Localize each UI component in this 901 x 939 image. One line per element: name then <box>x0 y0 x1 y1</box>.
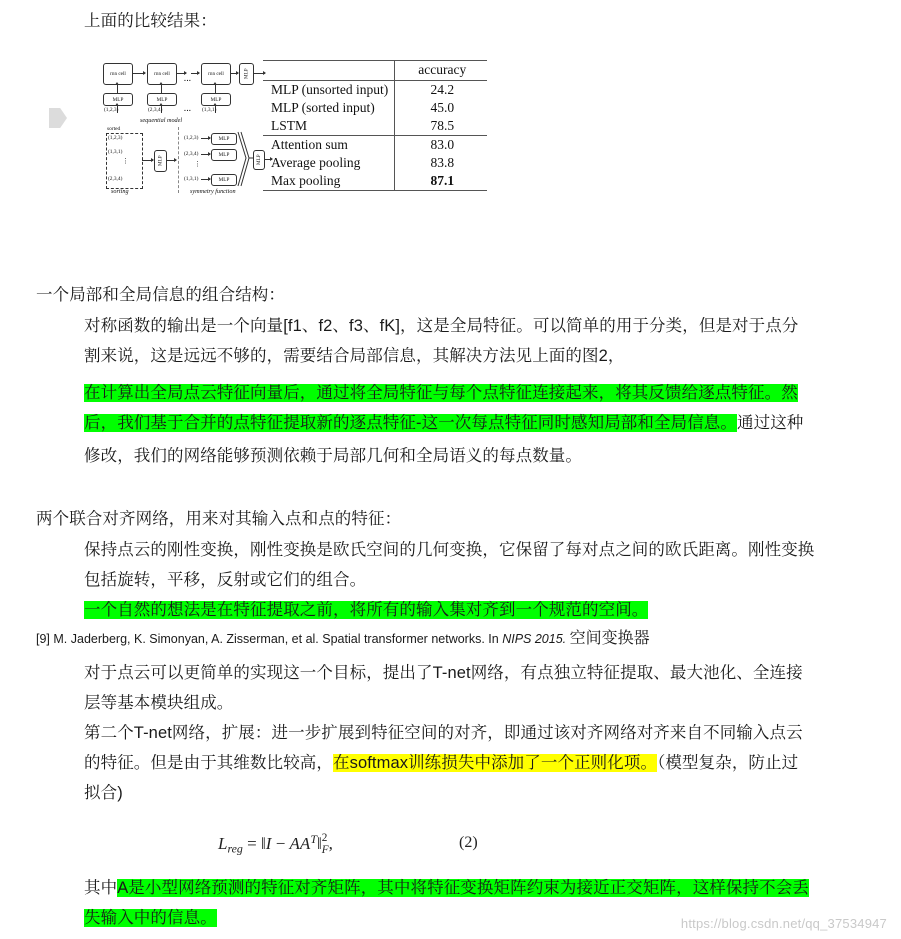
section2-line1: 保持点云的刚性变换，刚性变换是欧氏空间的几何变换，它保留了每对点之间的欧氏距离。刚性变换 <box>84 541 815 559</box>
equation-transpose: T <box>310 832 317 846</box>
section1-line1: 对称函数的输出是一个向量[f1、f2、f3、fK]，这是全局特征。可以简单的用于分类，但是对于点分 <box>84 317 799 335</box>
section3-line2-highlight: 失输入中的信息。 <box>84 909 217 927</box>
cell-accuracy: 83.0 <box>395 136 488 155</box>
table-row <box>263 136 487 155</box>
cell-accuracy: 45.0 <box>395 99 488 117</box>
sym-tuple-2: (2,3,4) <box>184 151 199 157</box>
section1-line3-wrap <box>84 383 798 404</box>
section3-line1-wrap <box>84 878 809 899</box>
section3-pre: 其中 <box>84 879 118 897</box>
section1-line4-wrap <box>84 413 803 434</box>
reference-citation <box>36 631 650 647</box>
cell-method: MLP (sorted input) <box>271 100 375 115</box>
cell-method: LSTM <box>271 118 308 133</box>
panel-divider <box>178 127 179 193</box>
mlp-block-2: MLP <box>147 93 177 106</box>
table-header-row <box>263 61 487 81</box>
arrow-icon <box>142 160 153 161</box>
mlp-block-sym-3: MLP <box>211 174 237 186</box>
arrow-icon <box>201 179 210 180</box>
section1-line3-highlight: 在计算出全局点云特征向量后，通过将全局特征与每个点特征连接起来，将其反馈给逐点特征。然 <box>84 384 798 402</box>
reference-authors: M. Jaderberg, K. Simonyan, A. Zisserman, et al. Spatial transformer networks. In <box>53 632 499 646</box>
section1-line4-rest: 通过这种 <box>737 414 804 432</box>
equation-minus: − <box>275 833 286 853</box>
section2-line7-highlight: 在softmax训练损失中添加了一个正则化项。 <box>333 754 658 772</box>
mlp-block-sorting: MLP <box>154 150 167 172</box>
label-sorted: sorted <box>107 126 121 132</box>
cell-method: Average pooling <box>271 155 361 170</box>
equation-comma: , <box>328 833 333 853</box>
equation-lhs-sub: reg <box>227 841 243 856</box>
cell-method: MLP (unsorted input) <box>263 81 395 100</box>
section2-line3-wrap <box>84 600 648 621</box>
section1-title: 一个局部和全局信息的组合结构： <box>36 286 285 304</box>
caption-sequential-model: sequential model <box>140 117 183 124</box>
reference-venue: NIPS 2015. <box>502 632 567 646</box>
equation-identity: I <box>265 833 272 853</box>
table-row <box>263 99 487 117</box>
caption-symmetry-function: symmetry function <box>190 188 236 195</box>
rnn-cell-3: rnn cell <box>201 63 231 85</box>
section3-line2-wrap <box>84 908 217 929</box>
sorted-tuple-3: (2,3,4) <box>108 176 123 182</box>
equation-subF: F <box>321 844 329 857</box>
input-tuple-1: (1,2,3) <box>104 107 119 113</box>
equation-regularization <box>218 832 333 857</box>
arrow-icon <box>176 73 186 74</box>
cell-accuracy: 24.2 <box>395 81 488 100</box>
watermark: https://blog.csdn.net/qq_37534947 <box>680 916 887 931</box>
mlp-block-sym-out: MLP <box>253 150 265 170</box>
mlp-block-3: MLP <box>201 93 231 106</box>
table-row <box>263 154 487 172</box>
equation-norm-close: ‖ <box>316 833 322 853</box>
collapse-marker-icon <box>49 108 67 128</box>
arrow-icon <box>132 73 145 74</box>
sorted-tuple-2: (1,3,1) <box>108 149 123 155</box>
table-row <box>263 81 487 100</box>
table-row <box>263 172 487 191</box>
cell-method: Max pooling <box>263 172 395 191</box>
section1-line2: 割来说，这是远远不够的，需要结合局部信息，其解决方法见上面的图2， <box>84 347 625 365</box>
arrow-icon <box>161 85 162 93</box>
input-tuple-2: (2,3,4) <box>148 107 163 113</box>
section2-line7-pre: 的特征。但是由于其维数比较高， <box>84 754 333 772</box>
equation-sup2: 2 <box>321 831 328 844</box>
section1-line5: 修改，我们的网络能够预测依赖于局部几何和全局语义的每点数量。 <box>84 447 582 465</box>
page-title: 上面的比较结果： <box>84 12 217 30</box>
section2-line7-post: （模型复杂，防止过 <box>657 754 799 772</box>
section2-title: 两个联合对齐网络，用来对其输入点和点的特征： <box>36 510 402 528</box>
equation-norm-indices <box>322 833 329 855</box>
section3-line1-highlight: A是小型网络预测的特征对齐矩阵，其中将特征变换矩阵约束为接近正交矩阵，这样保持不会丢 <box>117 879 809 897</box>
sorted-tuple-1: (1,2,3) <box>108 135 123 141</box>
arrow-icon <box>215 85 216 93</box>
mlp-block-1: MLP <box>103 93 133 106</box>
cell-method: Attention sum <box>263 136 395 155</box>
section2-line7-wrap <box>84 753 798 774</box>
ellipsis-inputs: ... <box>184 106 192 113</box>
equation-equals: = <box>247 833 257 853</box>
arrow-icon <box>230 73 238 74</box>
rnn-cell-2: rnn cell <box>147 63 177 85</box>
sym-tuple-1: (1,2,3) <box>184 135 199 141</box>
equation-aat: AA <box>289 833 311 853</box>
header-method <box>263 61 395 81</box>
section2-line2: 包括旋转，平移，反射或它们的组合。 <box>84 571 367 589</box>
equation-lhs: L <box>218 833 228 853</box>
reference-tag: [9] <box>36 632 50 646</box>
architecture-diagram <box>95 55 273 200</box>
mlp-block-sym-1: MLP <box>211 133 237 145</box>
vertical-ellipsis: ⋮ <box>194 161 201 168</box>
section2-line3-highlight: 一个自然的想法是在特征提取之前，将所有的输入集对齐到一个规范的空间。 <box>84 601 649 619</box>
input-tuple-3: (1,3,1) <box>202 107 217 113</box>
rnn-cell-1: rnn cell <box>103 63 133 85</box>
cell-accuracy: 78.5 <box>395 117 488 136</box>
arrow-icon <box>191 73 199 74</box>
section2-line8: 拟合) <box>84 784 123 802</box>
accuracy-table <box>263 60 488 195</box>
comparison-figure <box>95 55 490 200</box>
vertical-ellipsis: ⋮ <box>122 158 129 165</box>
cell-accuracy: 83.8 <box>395 154 488 172</box>
arrow-icon <box>166 160 176 161</box>
section1-line4-highlight: 后，我们基于合并的点特征提取新的逐点特征-这一次每点特征同时感知局部和全局信息。 <box>84 414 737 432</box>
arrow-icon <box>201 154 210 155</box>
section2-line4: 对于点云可以更简单的实现这一个目标，提出了T-net网络，有点独立特征提取、最大池化、全连接 <box>84 664 803 682</box>
arrow-icon <box>117 85 118 93</box>
reference-note: 空间变换器 <box>569 630 650 647</box>
equation-norm-open: ‖ <box>260 833 266 853</box>
header-accuracy: accuracy <box>395 61 488 81</box>
ellipsis-top: ... <box>184 76 192 83</box>
section2-line5: 层等基本模块组成。 <box>84 694 234 712</box>
table-row <box>263 117 487 136</box>
arrow-icon <box>201 138 210 139</box>
section2-line6: 第二个T-net网络，扩展：进一步扩展到特征空间的对齐，即通过该对齐网络对齐来自不同输入点云 <box>84 724 803 742</box>
sym-tuple-3: (1,3,1) <box>184 176 199 182</box>
mlp-block-top: MLP <box>239 63 254 85</box>
cell-accuracy: 87.1 <box>395 172 488 191</box>
equation-number: (2) <box>459 834 478 851</box>
mlp-block-sym-2: MLP <box>211 149 237 161</box>
caption-sorting: sorting <box>111 188 129 195</box>
